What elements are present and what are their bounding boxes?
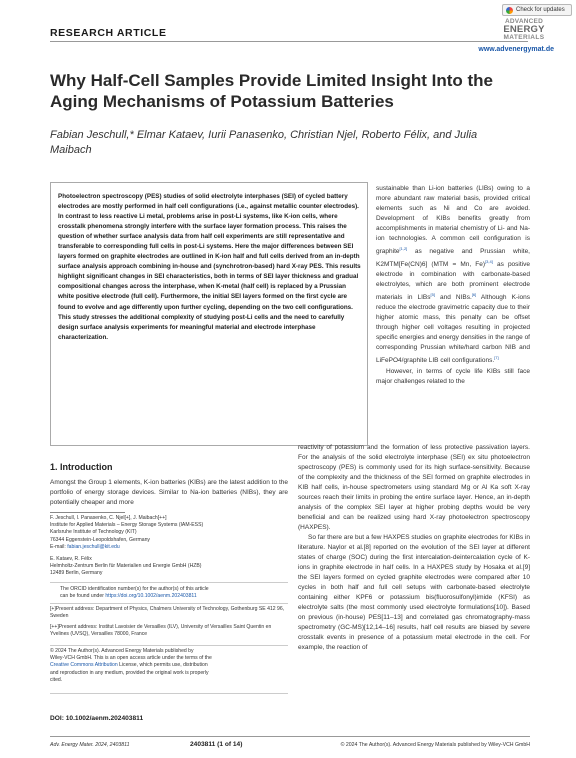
affiliation-rule [50,512,125,513]
logo-line-2: ENERGY [503,24,545,35]
affiliation-institute-1: Institute for Applied Materials – Energy Storage Systems (IAM-ESS) [50,522,204,529]
footer-page-number: 2403811 (1 of 14) [190,741,243,748]
license-link[interactable]: Creative Commons Attribution [50,662,118,669]
copyright-note [50,648,290,684]
crossmark-icon [506,7,513,14]
orcid-link-label: can be found under [60,593,106,600]
citation-ref[interactable]: [7] [494,355,499,361]
orcid-note [50,586,290,600]
affiliation-divider-3 [50,645,288,646]
header-divider [50,41,528,42]
affiliation-divider-2 [50,603,288,604]
journal-url-link[interactable]: www.advenergymat.de [478,46,554,53]
copyright-line-4: and reproduction in any medium, provided the original work is properly [50,669,209,676]
present-address-2: [++]Present address: Institut Lavoisier de Versailles (ILV), University of Versailles Saint Quentin en Yvelines (UVSQ), Versailles 78000, France [50,624,272,638]
email-link[interactable]: fabian.jeschull@kit.edu [67,543,120,550]
section-label: RESEARCH ARTICLE [50,27,167,39]
footer-citation: Adv. Energy Mater. 2024, 2403811 [50,742,130,748]
right-column-upper [376,184,530,387]
section-heading-introduction: 1. Introduction [50,462,113,472]
author-list: Fabian Jeschull,* Elmar Kataev, Iurii Panasenko, Christian Njel, Roberto Félix, and Julia Maibach [50,129,478,156]
affiliation-email-line [50,544,290,551]
affiliation-address-2: 12489 Berlin, Germany [50,570,103,577]
affiliation-divider-1 [50,582,288,583]
abstract-text: Photoelectron spectroscopy (PES) studies of solid electrolyte interphases (SEI) of cycled battery electrodes are mostly performed in half cell configurations (i.e., against metallic counter electrodes). In contrast to less reactive Li metal, problems arise in post-Li systems, like K-ion cells, where crosstalk phenomena strongly interfere with the surface layer formation process. This raises the question of whether surface analysis data from half cell experiments are still representative and transferable to corresponding full cells in post-Li systems. Here the major differences between SEI layers formed on graphite electrodes are outlined in K-ion half and full cells derived from an in-depth surface analysis approach combining in-house and (synchrotron-based) hard X-ray PES. This results highlight significant changes in SEI characteristics, both in terms of SEI layer thickness and gradual compositional changes across the interphase, when K-metal (half cell) is replaced by a Prussian white positive electrode (full cell). Furthermore, the initial SEI layers formed on the first cycle are found to evolve and age differently upon further cycling, depending on the two cell configurations. This study stresses the additional complexity of studying post-Li cells and the need to carefully design surface analysis experiments for meaningful material and electrode interphase characterization. [58,193,361,341]
article-doi: DOI: 10.1002/aenm.202403811 [50,715,144,722]
logo-line-1: ADVANCED [505,18,543,25]
orcid-link-line [60,593,290,600]
citation-ref[interactable]: [5] [430,292,435,298]
present-address-1: [+]Present address: Department of Physics, Chalmers University of Technology, Gothenburg SE 412 96, Sweden [50,606,285,620]
intro-paragraph-continued: sustainable than Li-ion batteries (LIBs) owing to a more abundant raw material basis, provided critical elements such as Ni and Co are avoided. Development of KIBs benefits greatly from accomplishments in material chemistry of Li- and Na-ion technologies. A common cell configuration is graphite[1,2] as negative and Prussian white, K2MTM[Fe(CN)6] (MTM = Mn, Fe)[3,4] as positive electrode in combination with carbonate-based electrolytes, which are both prominent electrode materials in LIBs[5] and NIBs.[6] Although K-ions reduce the electrode gravimetric capacity due to their higher atomic mass, this penalty can be offset through higher cell voltages resulting in projected specific energies and energy densities in the range of corresponding Prussian white/hard carbon NIB and LiFePO4/graphite LIB cell configurations.[7] [376,185,530,365]
journal-logo [494,18,554,41]
affiliation-address-1: 76344 Eggenstein-Leopoldshafen, Germany [50,536,150,543]
copyright-line-3 [50,662,290,669]
article-title: Why Half-Cell Samples Provide Limited Insight Into the Aging Mechanisms of Potassium Batteries [50,71,493,111]
citation-ref[interactable]: [1,2] [399,246,408,251]
affiliation-divider-4 [50,693,288,694]
affiliation-authors-2: E. Kataev, R. Félix [50,556,92,562]
affiliation-block-1 [50,515,290,551]
right-column-lower [298,443,530,653]
affiliation-authors-1: F. Jeschull, I. Panasenko, C. Njel[+], J. Maibach[++] [50,515,167,521]
affiliation-university-1: Karlsruhe Institute of Technology (KIT) [50,529,137,536]
affiliation-block-2 [50,556,290,578]
orcid-text: The ORCID identification number(s) for the author(s) of this article [60,586,209,592]
however-paragraph-start: However, in terms of cycle life KIBs still face major challenges related to the [376,367,530,385]
footer-copyright: © 2024 The Author(s). Advanced Energy Materials published by Wiley-VCH GmbH [340,742,530,748]
copyright-line-2: Wiley-VCH GmbH. This is an open access article under the terms of the [50,655,212,662]
introduction-paragraph: Amongst the Group 1 elements, K-ion batteries (KIBs) are the latest addition to the portfolio of energy storage devices. Similar to Na-ion batteries (NIBs), they are potentially cheaper and more [50,479,288,506]
affiliation-institute-2: Helmholtz-Zentrum Berlin für Materialien und Energie GmbH (HZB) [50,563,202,570]
body-paragraph-haxpes: So far there are but a few HAXPES studies on graphite electrodes for KIBs in literature. Naylor et al.[8] reported on the evolution of the SEI layer at different states of charge (SOC) during the first intercalation-deintercalation cycle of K-ions in graphite electrode in half cells. In a HAXPES study by Hosaka et al.[9] the SEI layers formed on cycled graphite electrodes were compared after 10 cycles in both half and full cell setups with carbonate-based electrolyte containing either KPF6 or potassium bis(fluorosulfonyl)imide (KFSI) as electrolyte salts (the most commonly used electrolyte formulations[10]). Based on previous (in-house) PES[11–13] and correlated gas chromatography-mass spectrometry (GC-MS)[12,14–16] results, half cell results are biased by severe crosstalk events in presence of a potassium metal electrode in the cell. For example, the reaction of [298,534,530,651]
copyright-line-1: © 2024 The Author(s). Advanced Energy Materials published by [50,648,194,654]
email-label: E-mail: [50,543,68,550]
body-paragraph-reactivity: reactivity of potassium and the formation of less protective passivation layers. For the analysis of the solid electrolyte interphase (SEI) ex situ photoelectron spectroscopy (PES) is commonly used for its high surface-sensitivity. Because of the complexity and the thickness of the SEI formed on graphite electrodes in KIB half cells, in-house spectrometers using standard Mg or Al Ka soft X-ray sources reach their limits in probing the entire surface layer. Hence, an in-depth analysis of the complex SEI layer at higher probing depths would be very beneficial and can be realized using hard X-ray photoelectron spectroscopy (HAXPES). [298,444,530,531]
footer-divider [50,736,530,737]
citation-ref[interactable]: [6] [471,292,477,298]
check-for-updates-button[interactable] [502,4,572,16]
copyright-line-5: cited. [50,676,63,683]
logo-line-3: MATERIALS [503,34,545,41]
orcid-doi-link[interactable]: https://doi.org/10.1002/aenm.202403811 [105,593,197,600]
license-text: License, which permits use, distribution [117,662,208,669]
check-for-updates-label: Check for updates [516,7,565,13]
citation-ref[interactable]: [3,4] [485,259,493,265]
